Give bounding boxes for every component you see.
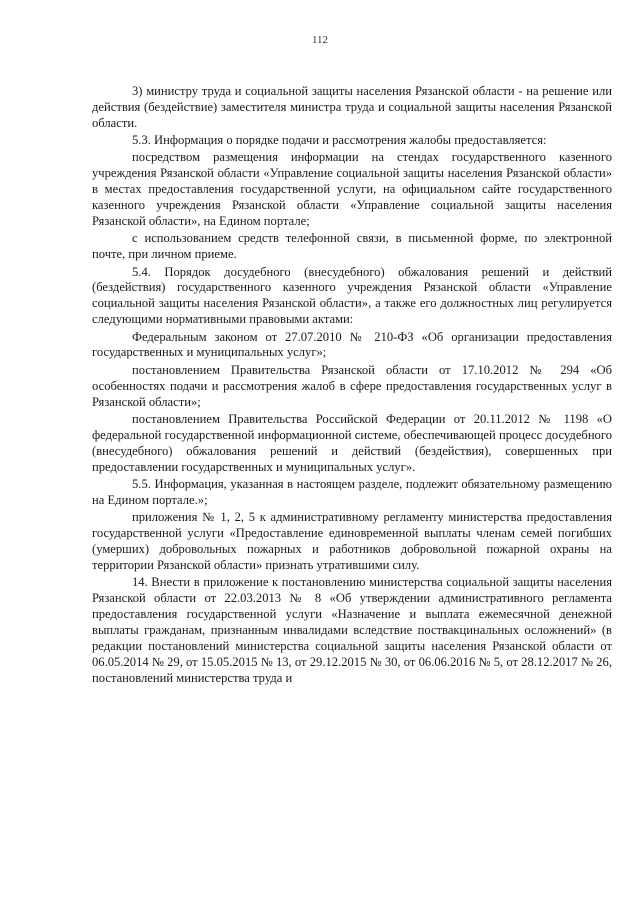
paragraph: 14. Внести в приложение к постановлению министерства социальной защиты населения Рязанской области от 22.03.2013 № 8 «Об утверждении административного регламента предоставления государственной услуги «Назначение и выплата ежемесячной денежной выплаты гражданам, признанным инвалидами вследствие поствакцинальных осложнений» (в редакции постановлений министерства социальной защиты населения Рязанской области от 06.05.2014 № 29, от 15.05.2015 № 13, от 29.12.2015 № 30, от 06.06.2016 № 5, от 28.12.2017 № 26, постановлений министерства труда и: [92, 575, 612, 685]
paragraph: посредством размещения информации на стендах государственного казенного учреждения Рязанской области «Управление социальной защиты населения Рязанской области» в местах предоставления государственной услуги, на официальном сайте государственного казенного учреждения Рязанской области «Управление социальной защиты населения Рязанской области», на Едином портале;: [92, 150, 612, 229]
paragraph: постановлением Правительства Российской Федерации от 20.11.2012 № 1198 «О федеральной государственной информационной системе, обеспечивающей процесс досудебного (внесудебного) обжалования решений и действий (бездействия), совершенных при предоставлении государственных и муниципальных услуг».: [92, 411, 612, 474]
paragraph: с использованием средств телефонной связи, в письменной форме, по электронной почте, при личном приеме.: [92, 231, 612, 262]
paragraph: приложения № 1, 2, 5 к административному регламенту министерства предоставления государственной услуги «Предоставление единовременной выплаты членам семей погибших (умерших) добровольных пожарных и работников добровольной пожарной охраны на территории Рязанской области» признать утратившими силу.: [92, 510, 612, 572]
paragraph: Федеральным законом от 27.07.2010 № 210-ФЗ «Об организации предоставления государственных и муниципальных услуг»;: [92, 329, 612, 360]
page-number: 112: [311, 34, 329, 46]
paragraph: 5.3. Информация о порядке подачи и рассмотрения жалобы предоставляется:: [132, 133, 547, 148]
paragraph: 5.5. Информация, указанная в настоящем разделе, подлежит обязательному размещению на Едином портале.»;: [92, 476, 612, 507]
paragraph: 5.4. Порядок досудебного (внесудебного) обжалования решений и действий (бездействия) государственного казенного учреждения Рязанской области «Управление социальной защиты населения Рязанской области», а также его должностных лиц регулируется следующими нормативными правовыми актами:: [92, 264, 612, 327]
document-body: [92, 84, 612, 688]
paragraph: постановлением Правительства Рязанской области от 17.10.2012 № 294 «Об особенностях подачи и рассмотрения жалоб в сфере предоставления государственных услуг в Рязанской области»;: [92, 362, 612, 409]
paragraph: 3) министру труда и социальной защиты населения Рязанской области - на решение или действия (бездействие) заместителя министра труда и социальной защиты населения Рязанской области.: [92, 84, 612, 130]
